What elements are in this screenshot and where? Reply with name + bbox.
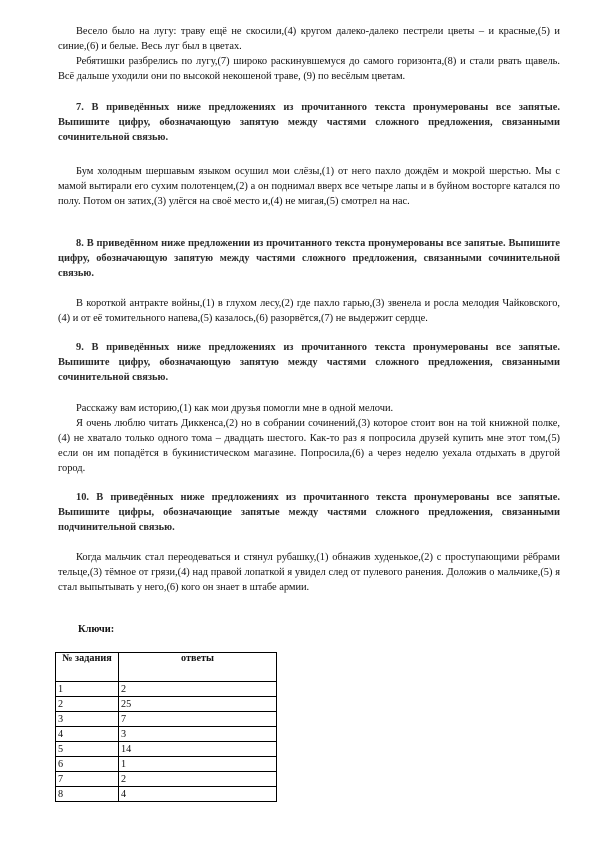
answer-cell: 2 bbox=[119, 682, 277, 697]
intro-text bbox=[58, 24, 560, 84]
table-row bbox=[56, 772, 277, 787]
task-cell: 1 bbox=[56, 682, 119, 697]
task-instruction: В приведённом ниже предложении из прочитанного текста пронумерованы все запятые. Выпишите цифру, обозначающую запятую между частями сложного предложения, связанными сочинительной связью. bbox=[58, 238, 560, 279]
answer-cell: 1 bbox=[119, 757, 277, 772]
task-cell: 8 bbox=[56, 787, 119, 802]
task-instruction: В приведённых ниже предложениях из прочитанного текста пронумерованы все запятые. Выпишите цифру, обозначающую запятую между частями сложного предложения, связанными сочинительной связью. bbox=[58, 342, 560, 383]
answer-cell: 14 bbox=[119, 742, 277, 757]
answer-cell: 7 bbox=[119, 712, 277, 727]
paragraph: Ребятишки разбрелись по лугу,(7) широко раскинувшемуся до самого горизонта,(8) и стали рвать щавель. Всё дальше уходили они по высокой некошеной траве, (9) по весёлым цветам. bbox=[58, 56, 560, 82]
answer-keys-table bbox=[55, 652, 277, 802]
task-9-instruction bbox=[58, 340, 560, 385]
task-7-text bbox=[58, 164, 560, 209]
table-row bbox=[56, 727, 277, 742]
task-cell: 4 bbox=[56, 727, 119, 742]
task-number: 10. bbox=[76, 492, 89, 503]
answer-cell: 3 bbox=[119, 727, 277, 742]
task-8-instruction bbox=[58, 236, 560, 281]
task-8-text bbox=[58, 296, 560, 326]
task-cell: 2 bbox=[56, 697, 119, 712]
task-9-text bbox=[58, 401, 560, 476]
answer-cell: 25 bbox=[119, 697, 277, 712]
paragraph: Весело было на лугу: траву ещё не скосили,(4) кругом далеко-далеко пестрели цветы – и красные,(5) и синие,(6) и белые. Весь луг был в цветах. bbox=[58, 26, 560, 52]
answer-cell: 4 bbox=[119, 787, 277, 802]
task-instruction: В приведённых ниже предложениях из прочитанного текста пронумерованы все запятые. Выпишите цифру, обозначающую запятую между частями сложного предложения, связанными сочинительной связью. bbox=[58, 102, 560, 143]
table-row bbox=[56, 712, 277, 727]
task-10-text bbox=[58, 550, 560, 595]
task-instruction: В приведённых ниже предложениях из прочитанного текста пронумерованы все запятые. Выпишите цифры, обозначающие запятые между частями сложного предложения, связанными подчинительной связью. bbox=[58, 492, 560, 533]
table-row bbox=[56, 697, 277, 712]
table-row bbox=[56, 742, 277, 757]
task-cell: 7 bbox=[56, 772, 119, 787]
task-number: 9. bbox=[76, 342, 84, 353]
task-text-line: Я очень люблю читать Диккенса,(2) но в собрании сочинений,(3) которое стоит вон на той книжной полке,(4) не хватало только одного тома – двадцать шестого. Как-то раз я попросила друзей купить мне этот том,(5) если он им попадётся в букинистическом магазине. Попросила,(6) а через неделю уехала отдыхать в другой город. bbox=[58, 418, 560, 474]
keys-label: Ключи: bbox=[78, 624, 115, 635]
task-number: 7. bbox=[76, 102, 84, 113]
table-row bbox=[56, 757, 277, 772]
task-cell: 5 bbox=[56, 742, 119, 757]
header-answers: ответы bbox=[119, 653, 277, 682]
table-row bbox=[56, 682, 277, 697]
task-cell: 6 bbox=[56, 757, 119, 772]
task-cell: 3 bbox=[56, 712, 119, 727]
answer-cell: 2 bbox=[119, 772, 277, 787]
task-7-instruction bbox=[58, 100, 560, 145]
header-task-number: № задания bbox=[56, 653, 119, 682]
task-text: Бум холодным шершавым языком осушил мои слёзы,(1) от него пахло дождём и мокрой шерстью. Мы с мамой вытирали его сухим полотенцем,(2) а он поднимал вверх все четыре лапы и в буйном восторге катался по полу. Потом он затих,(3) улёгся на своё место и,(4) не мигая,(5) смотрел на нас. bbox=[58, 166, 560, 207]
table-header-row bbox=[56, 653, 277, 682]
task-10-instruction bbox=[58, 490, 560, 535]
task-text: В короткой антракте войны,(1) в глухом лесу,(2) где пахло гарью,(3) звенела и росла мелодия Чайковского,(4) и от её томительного напева,(5) казалось,(6) разорвётся,(7) не выдержит сердце. bbox=[58, 298, 560, 324]
task-text-line: Расскажу вам историю,(1) как мои друзья помогли мне в одной мелочи. bbox=[76, 403, 394, 414]
task-text: Когда мальчик стал переодеваться и стянул рубашку,(1) обнажив худенькое,(2) с проступающими рёбрами тельце,(3) тёмное от грязи,(4) над правой лопаткой я увидел след от пулевого ранения. Доложив о мальчике,(5) я стал выпытывать у него,(6) кого он знает в штабе армии. bbox=[58, 552, 560, 593]
table-row bbox=[56, 787, 277, 802]
task-number: 8. bbox=[76, 238, 84, 249]
